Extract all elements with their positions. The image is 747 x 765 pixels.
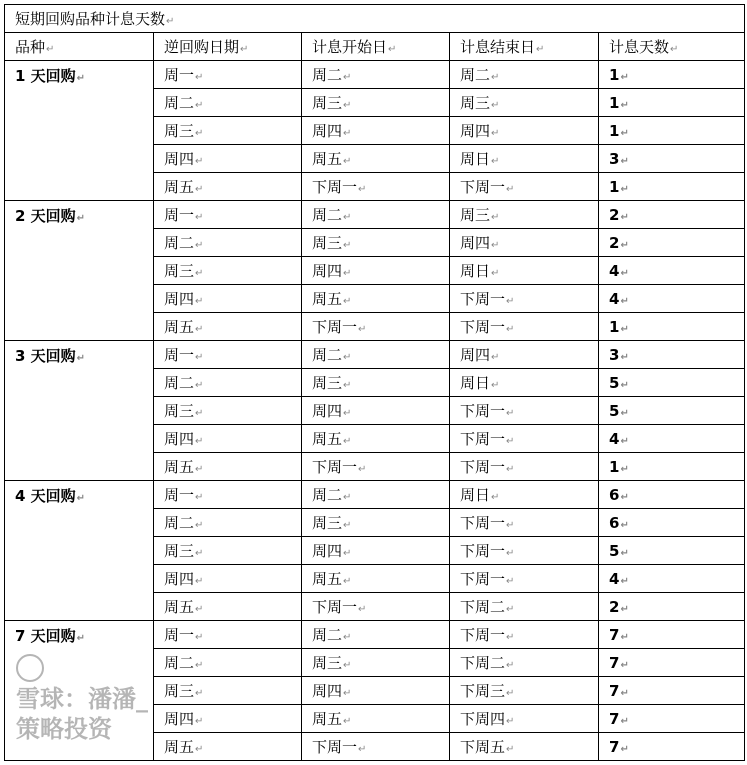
- header-cell: 计息天数↵: [599, 33, 745, 61]
- repo-date-cell: 周一↵: [154, 341, 302, 369]
- start-date-cell: 周三↵: [302, 509, 450, 537]
- days-cell: 5↵: [599, 369, 745, 397]
- days-cell: 4↵: [599, 257, 745, 285]
- repo-type-cell: 4 天回购↵: [5, 481, 154, 621]
- start-date-cell: 周三↵: [302, 369, 450, 397]
- end-date-cell: 周三↵: [450, 89, 599, 117]
- repo-date-cell: 周四↵: [154, 145, 302, 173]
- days-cell: 7↵: [599, 733, 745, 761]
- end-date-cell: 周四↵: [450, 229, 599, 257]
- days-cell: 4↵: [599, 285, 745, 313]
- end-date-cell: 周日↵: [450, 481, 599, 509]
- table-title: 短期回购品种计息天数↵: [5, 5, 745, 33]
- start-date-cell: 周二↵: [302, 201, 450, 229]
- table-row: [5, 61, 745, 89]
- end-date-cell: 下周一↵: [450, 313, 599, 341]
- days-cell: 3↵: [599, 341, 745, 369]
- start-date-cell: 周五↵: [302, 285, 450, 313]
- days-cell: 1↵: [599, 313, 745, 341]
- repo-date-cell: 周一↵: [154, 201, 302, 229]
- table-header-row: [5, 33, 745, 61]
- end-date-cell: 下周二↵: [450, 649, 599, 677]
- repo-date-cell: 周二↵: [154, 509, 302, 537]
- end-date-cell: 周四↵: [450, 341, 599, 369]
- end-date-cell: 周四↵: [450, 117, 599, 145]
- repo-date-cell: 周二↵: [154, 89, 302, 117]
- repo-type-cell: 1 天回购↵: [5, 61, 154, 201]
- start-date-cell: 周四↵: [302, 397, 450, 425]
- end-date-cell: 下周一↵: [450, 397, 599, 425]
- start-date-cell: 周三↵: [302, 649, 450, 677]
- end-date-cell: 下周一↵: [450, 285, 599, 313]
- start-date-cell: 周五↵: [302, 705, 450, 733]
- days-cell: 5↵: [599, 397, 745, 425]
- end-date-cell: 周三↵: [450, 201, 599, 229]
- end-date-cell: 下周一↵: [450, 565, 599, 593]
- start-date-cell: 周四↵: [302, 117, 450, 145]
- start-date-cell: 下周一↵: [302, 453, 450, 481]
- repo-date-cell: 周四↵: [154, 425, 302, 453]
- days-cell: 3↵: [599, 145, 745, 173]
- table-row: [5, 341, 745, 369]
- end-date-cell: 下周一↵: [450, 425, 599, 453]
- end-date-cell: 下周一↵: [450, 173, 599, 201]
- repo-date-cell: 周三↵: [154, 537, 302, 565]
- days-cell: 1↵: [599, 89, 745, 117]
- table-row: [5, 481, 745, 509]
- header-cell: 品种↵: [5, 33, 154, 61]
- days-cell: 1↵: [599, 453, 745, 481]
- table-row: [5, 201, 745, 229]
- table-title-row: [5, 5, 745, 33]
- end-date-cell: 下周三↵: [450, 677, 599, 705]
- days-cell: 2↵: [599, 201, 745, 229]
- start-date-cell: 下周一↵: [302, 593, 450, 621]
- repo-date-cell: 周三↵: [154, 117, 302, 145]
- repo-date-cell: 周二↵: [154, 229, 302, 257]
- start-date-cell: 下周一↵: [302, 173, 450, 201]
- days-cell: 7↵: [599, 649, 745, 677]
- start-date-cell: 周二↵: [302, 481, 450, 509]
- repo-date-cell: 周三↵: [154, 257, 302, 285]
- repo-type-cell: 2 天回购↵: [5, 201, 154, 341]
- repo-interest-days-table: [4, 4, 745, 761]
- days-cell: 1↵: [599, 117, 745, 145]
- end-date-cell: 周日↵: [450, 369, 599, 397]
- repo-date-cell: 周五↵: [154, 313, 302, 341]
- start-date-cell: 周五↵: [302, 565, 450, 593]
- repo-date-cell: 周五↵: [154, 173, 302, 201]
- watermark: 雪球：潘潘_策略投资: [16, 654, 152, 744]
- days-cell: 5↵: [599, 537, 745, 565]
- start-date-cell: 周四↵: [302, 537, 450, 565]
- end-date-cell: 下周一↵: [450, 509, 599, 537]
- repo-type-cell: 7 天回购↵: [5, 621, 154, 761]
- end-date-cell: 周日↵: [450, 145, 599, 173]
- start-date-cell: 周三↵: [302, 229, 450, 257]
- repo-date-cell: 周五↵: [154, 593, 302, 621]
- repo-date-cell: 周五↵: [154, 733, 302, 761]
- days-cell: 6↵: [599, 509, 745, 537]
- repo-date-cell: 周一↵: [154, 621, 302, 649]
- days-cell: 7↵: [599, 677, 745, 705]
- header-cell: 逆回购日期↵: [154, 33, 302, 61]
- start-date-cell: 周三↵: [302, 89, 450, 117]
- repo-date-cell: 周二↵: [154, 369, 302, 397]
- start-date-cell: 周二↵: [302, 621, 450, 649]
- start-date-cell: 周四↵: [302, 677, 450, 705]
- repo-date-cell: 周三↵: [154, 397, 302, 425]
- start-date-cell: 周二↵: [302, 61, 450, 89]
- snowball-logo-icon: [16, 654, 44, 682]
- repo-type-cell: 3 天回购↵: [5, 341, 154, 481]
- start-date-cell: 下周一↵: [302, 313, 450, 341]
- repo-date-cell: 周四↵: [154, 705, 302, 733]
- days-cell: 7↵: [599, 705, 745, 733]
- repo-date-cell: 周一↵: [154, 481, 302, 509]
- days-cell: 7↵: [599, 621, 745, 649]
- table-row: [5, 621, 745, 649]
- repo-date-cell: 周四↵: [154, 565, 302, 593]
- start-date-cell: 下周一↵: [302, 733, 450, 761]
- end-date-cell: 周日↵: [450, 257, 599, 285]
- end-date-cell: 下周四↵: [450, 705, 599, 733]
- end-date-cell: 下周一↵: [450, 537, 599, 565]
- end-date-cell: 下周一↵: [450, 453, 599, 481]
- header-cell: 计息开始日↵: [302, 33, 450, 61]
- start-date-cell: 周五↵: [302, 145, 450, 173]
- days-cell: 2↵: [599, 593, 745, 621]
- header-cell: 计息结束日↵: [450, 33, 599, 61]
- repo-date-cell: 周一↵: [154, 61, 302, 89]
- start-date-cell: 周二↵: [302, 341, 450, 369]
- end-date-cell: 下周一↵: [450, 621, 599, 649]
- days-cell: 1↵: [599, 61, 745, 89]
- days-cell: 4↵: [599, 565, 745, 593]
- repo-date-cell: 周二↵: [154, 649, 302, 677]
- days-cell: 1↵: [599, 173, 745, 201]
- start-date-cell: 周五↵: [302, 425, 450, 453]
- start-date-cell: 周四↵: [302, 257, 450, 285]
- repo-date-cell: 周三↵: [154, 677, 302, 705]
- repo-date-cell: 周五↵: [154, 453, 302, 481]
- end-date-cell: 下周二↵: [450, 593, 599, 621]
- end-date-cell: 周二↵: [450, 61, 599, 89]
- days-cell: 6↵: [599, 481, 745, 509]
- repo-date-cell: 周四↵: [154, 285, 302, 313]
- days-cell: 4↵: [599, 425, 745, 453]
- days-cell: 2↵: [599, 229, 745, 257]
- end-date-cell: 下周五↵: [450, 733, 599, 761]
